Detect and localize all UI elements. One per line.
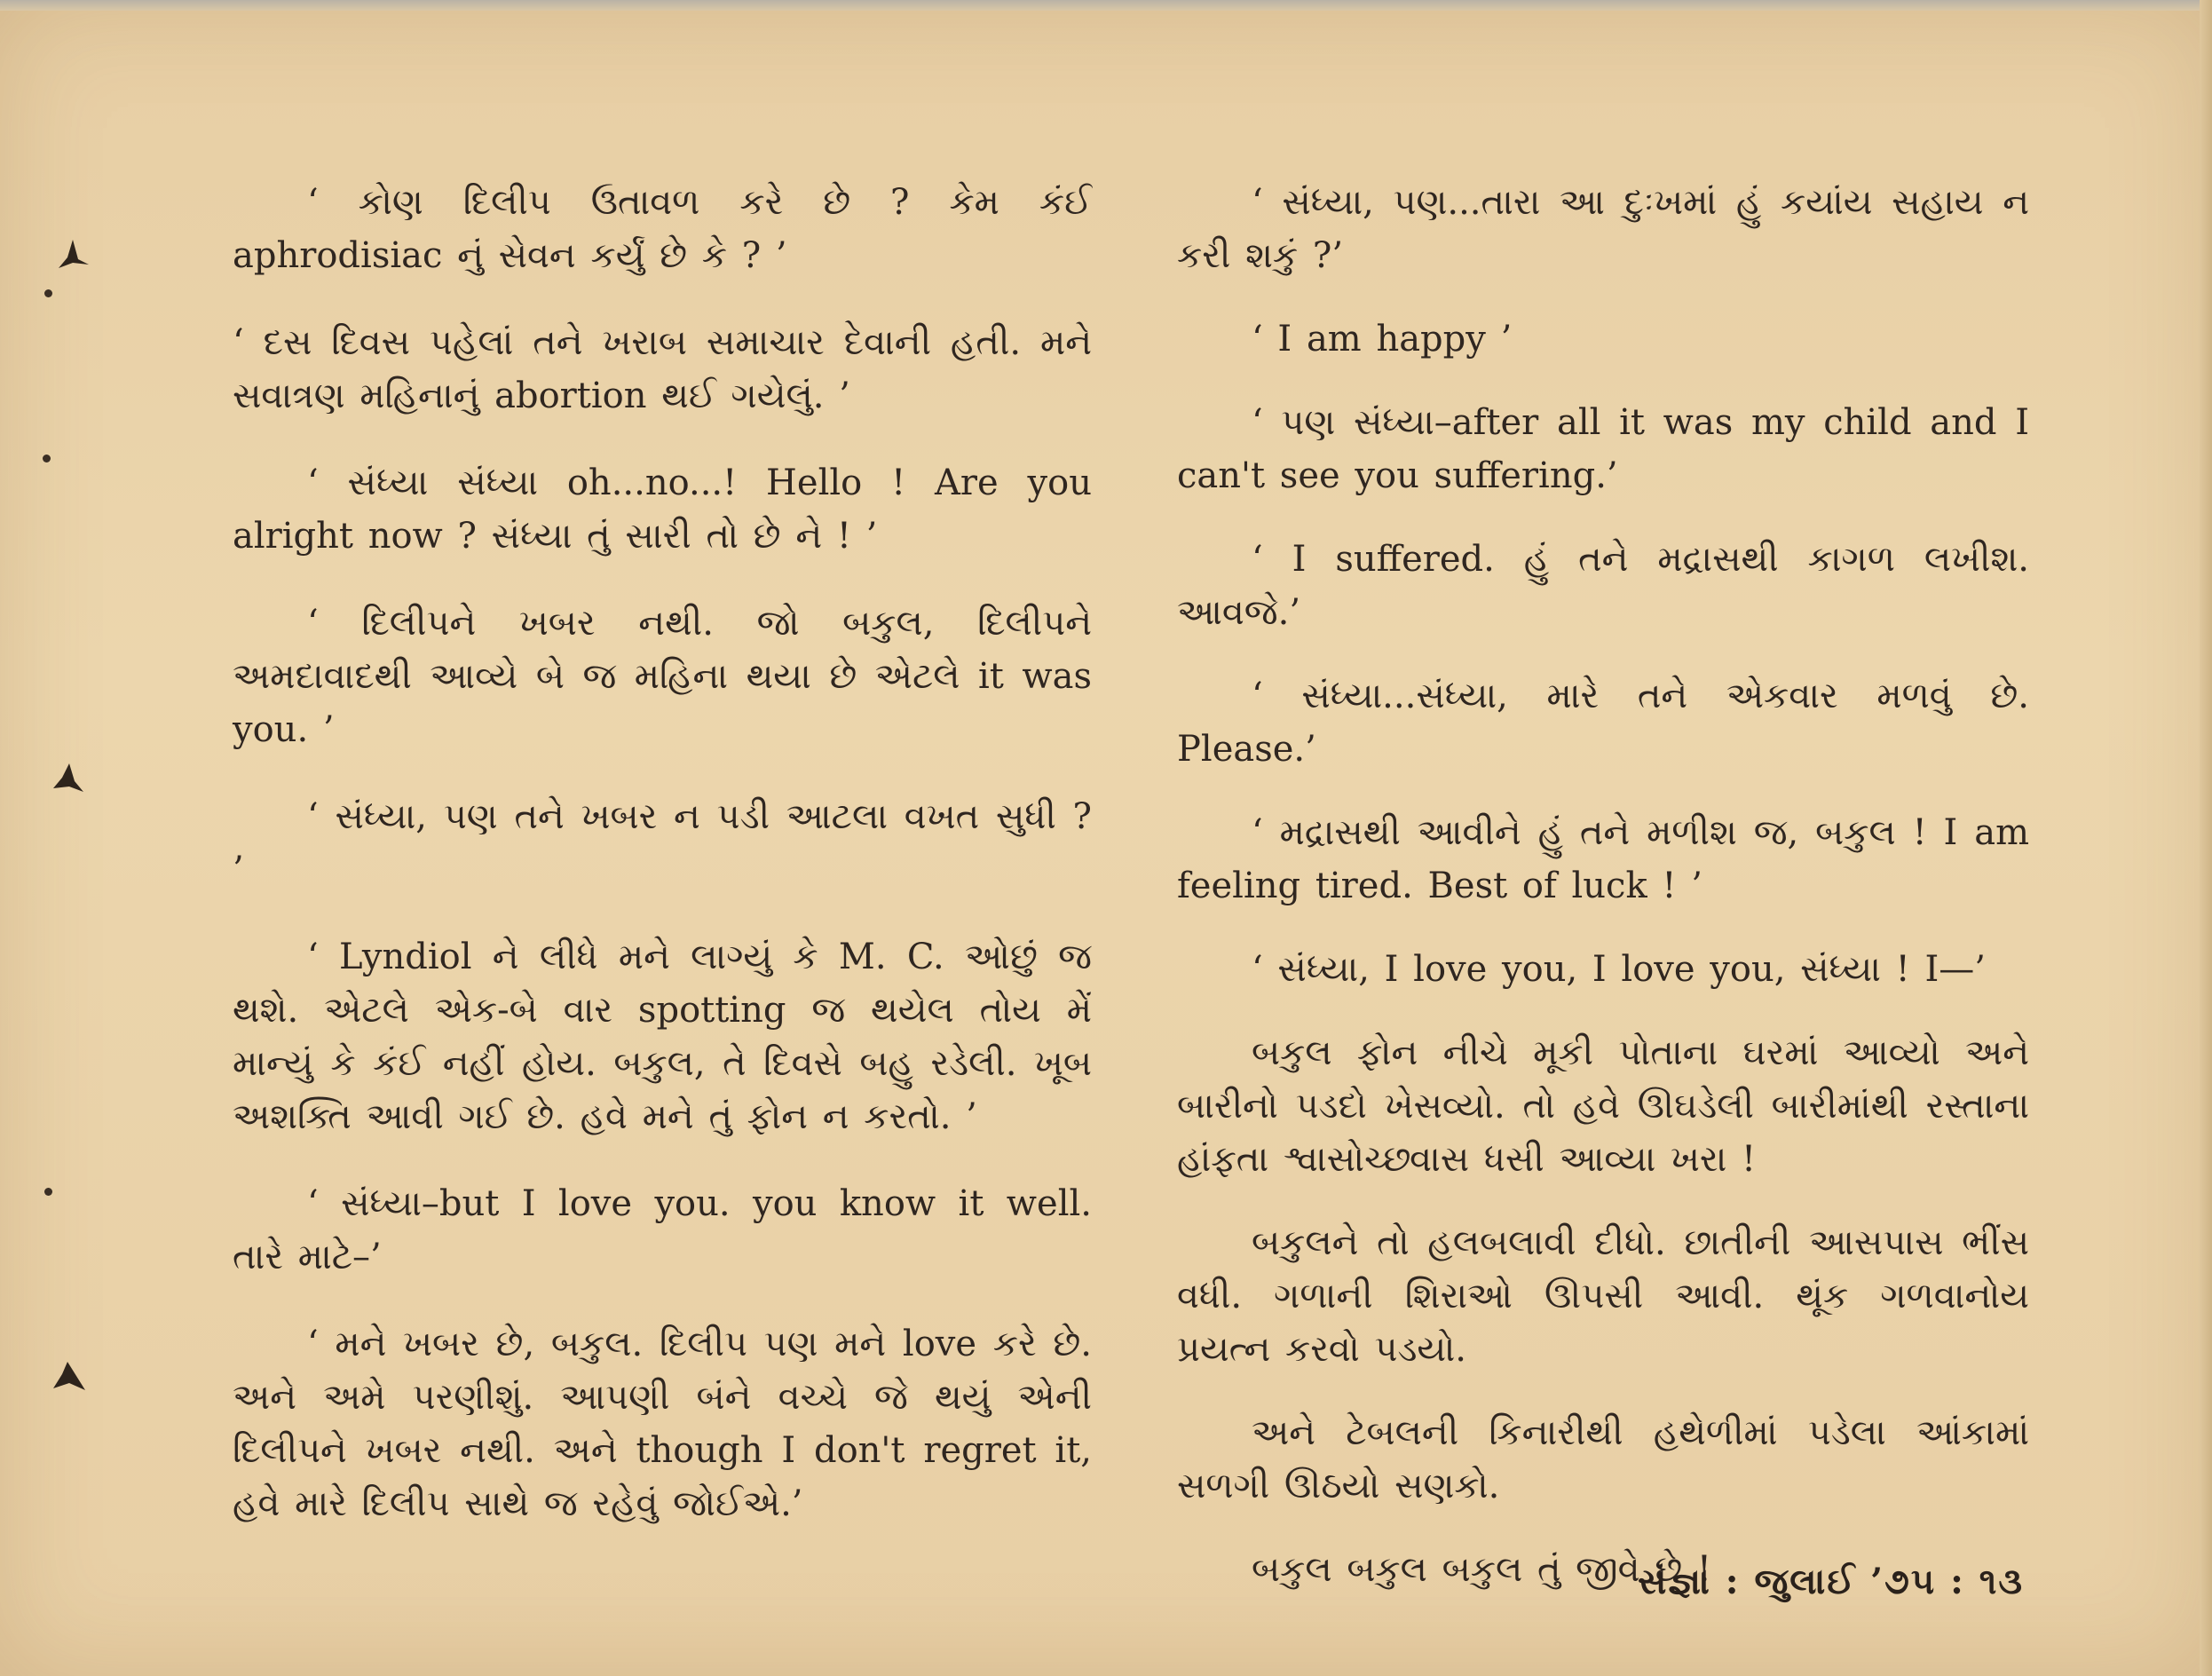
paragraph: ‘ સંધ્યા સંધ્યા oh...no...! Hello ! Are you alright now ? સંધ્યા તું સારી તો છે ને ! ’ <box>233 462 1092 557</box>
paragraph: ‘ સંધ્યા–but I love you. you know it well. તારે માટે–’ <box>233 1183 1092 1277</box>
page-right-edge <box>2200 0 2212 1676</box>
paragraph: ‘ I am happy ’ <box>1252 319 1513 360</box>
paragraph: ‘ મદ્રાસથી આવીને હું તને મળીશ જ, બકુલ ! I am feeling tired. Best of luck ! ’ <box>1177 812 2029 906</box>
paragraph: ‘ દસ દિવસ પહેલાં તને ખરાબ સમાચાર દેવાની હતી. મને સવાત્રણ મહિનાનું abortion થઈ ગયેલું. ’ <box>233 322 1092 416</box>
right-column <box>1177 176 2029 1626</box>
ink-dot <box>44 289 52 297</box>
ink-dot <box>44 1188 52 1196</box>
paragraph: અને ટેબલની કિનારીથી હથેળીમાં પડેલા આંકામાં સળગી ઊઠયો સણકો. <box>1177 1412 2029 1506</box>
paragraph: બકુલને તો હલબલાવી દીધો. છાતીની આસપાસ ભીંસ વધી. ગળાની શિરાઓ ઊપસી આવી. થૂંક ગળવાનોય પ્રયત્ન કરવો પડયો. <box>1177 1222 2029 1370</box>
paragraph: ‘ દિલીપને ખબર નથી. જો બકુલ, દિલીપને અમદાવાદથી આવ્યે બે જ મહિના થયા છે એટલે it was you. ’ <box>233 603 1092 750</box>
paragraph: ‘ પણ સંધ્યા–after all it was my child and I can't see you suffering.’ <box>1177 402 2029 496</box>
paragraph: ‘ સંધ્યા, પણ તને ખબર ન પડી આટલા વખત સુધી ? ’ <box>233 796 1092 890</box>
page-top-edge <box>0 0 2212 11</box>
page-footer: સંજ્ઞા : જુલાઈ ’૭૫ : ૧૩ <box>1638 1561 2024 1602</box>
paragraph: ‘ Lyndiol ને લીધે મને લાગ્યું કે M. C. ઓછું જ થશે. એટલે એક-બે વાર spotting જ થયેલ તોય મેં માન્યું કે કંઈ નહીં હોય. બકુલ, તે દિવસે બહુ રડેલી. ખૂબ અશક્તિ આવી ગઈ છે. હવે મને તું ફોન ન કરતો. ’ <box>233 937 1092 1137</box>
paragraph: બકુલ બકુલ બકુલ તું જીવે છે ! <box>1252 1549 1711 1590</box>
paragraph: બકુલ ફોન નીચે મૂકી પોતાના ઘરમાં આવ્યો અને બારીનો પડદો ખેસવ્યો. તો હવે ઊઘડેલી બારીમાંથી રસ્તાના હાંફતા શ્વાસોચ્છ્વાસ ધસી આવ્યા ખરા ! <box>1177 1032 2029 1180</box>
ink-dot <box>43 455 51 462</box>
paragraph: ‘ I suffered. હું તને મદ્રાસથી કાગળ લખીશ. આવજે.’ <box>1177 539 2029 633</box>
paragraph: ‘ સંધ્યા, પણ...તારા આ દુઃખમાં હું કયાંય સહાય ન કરી શકું ?’ <box>1177 182 2029 276</box>
paragraph: ‘ સંધ્યા...સંધ્યા, મારે તને એકવાર મળવું છે. Please.’ <box>1177 676 2029 770</box>
paragraph: ‘ મને ખબર છે, બકુલ. દિલીપ પણ મને love કરે છે. અને અમે પરણીશું. આપણી બંને વચ્ચે જે થયું એની દિલીપને ખબર નથી. અને though I don't regret it, હવે મારે દિલીપ સાથે જ રહેવું જોઈએ.’ <box>233 1324 1092 1524</box>
paragraph: ‘ સંધ્યા, I love you, I love you, સંધ્યા ! I—’ <box>1252 949 1986 990</box>
left-column <box>233 176 1092 1564</box>
paragraph: ‘ કોણ દિલીપ ઉતાવળ કરે છે ? કેમ કંઈ aphrodisiac નું સેવન કર્યું છે કે ? ’ <box>233 182 1092 276</box>
